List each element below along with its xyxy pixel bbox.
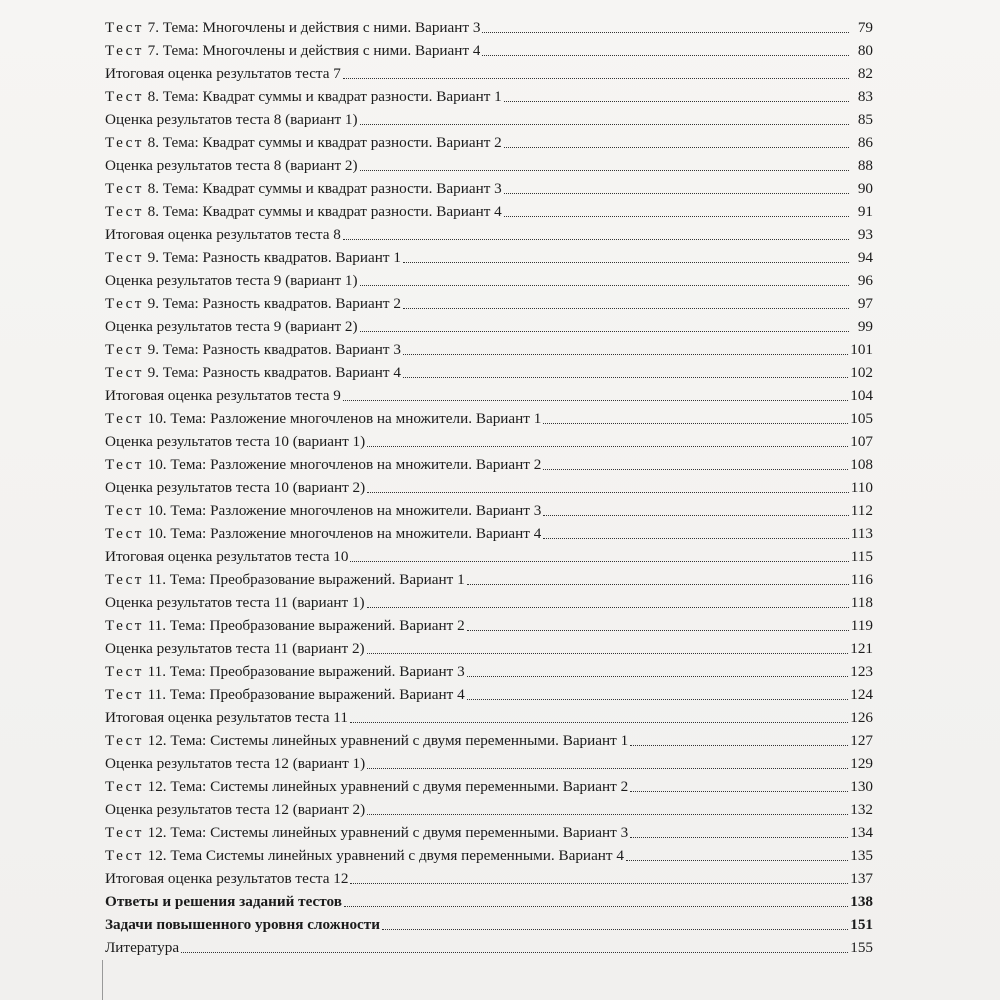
toc-entry-prefix: Тест [105,456,144,473]
toc-entry [105,727,873,750]
toc-entry-page-number: 104 [850,387,873,404]
toc-entry-page-number: 79 [857,19,873,36]
toc-entry-prefix: Тест [105,19,144,36]
toc-entry-text: Оценка результатов теста 12 (вариант 1) [105,755,366,772]
toc-entry-prefix: Тест [105,778,144,795]
toc-entry-text: 8. Тема: Квадрат суммы и квадрат разности. Вариант 3 [143,180,502,197]
dot-leader [344,906,848,907]
toc-entry-text: 7. Тема: Многочлены и действия с ними. Вариант 3 [143,19,481,36]
dot-leader [360,331,849,332]
toc-entry-page-number: 155 [850,939,873,956]
toc-entry-title [105,65,341,83]
toc-entry-title [105,801,365,819]
dot-leader [367,492,849,493]
toc-entry-text: Оценка результатов теста 10 (вариант 2) [105,479,366,496]
toc-entry [105,382,873,405]
toc-entry-text: Оценка результатов теста 9 (вариант 2) [105,318,358,335]
toc-entry [105,865,873,888]
toc-entry-prefix: Тест [105,364,144,381]
toc-entry [105,911,873,934]
toc-entry-page-number: 127 [850,732,873,749]
dot-leader [630,745,848,746]
toc-entry-page-number: 119 [850,617,873,634]
toc-entry-page-number: 88 [857,157,873,174]
toc-entry-title [105,249,401,267]
toc-entry-text: 12. Тема: Системы линейных уравнений с двумя переменными. Вариант 1 [143,732,629,749]
dot-leader [403,308,849,309]
toc-entry-text: 11. Тема: Преобразование выражений. Вариант 2 [143,617,465,634]
toc-entry-text: Задачи повышенного уровня сложности [105,916,380,933]
toc-entry-text: Оценка результатов теста 12 (вариант 2) [105,801,366,818]
toc-entry [105,635,873,658]
toc-entry-prefix: Тест [105,88,144,105]
toc-entry-text: 7. Тема: Многочлены и действия с ними. Вариант 4 [143,42,481,59]
dot-leader [343,239,849,240]
toc-entry-title [105,916,380,934]
toc-entry [105,14,873,37]
toc-entry-page-number: 110 [850,479,873,496]
toc-entry-page-number: 123 [850,663,873,680]
toc-entry [105,773,873,796]
toc-entry-text: 10. Тема: Разложение многочленов на множители. Вариант 2 [143,456,542,473]
toc-entry-prefix: Тест [105,295,144,312]
toc-entry-text: Итоговая оценка результатов теста 7 [105,65,341,82]
toc-entry-prefix: Тест [105,732,144,749]
dot-leader [403,262,849,263]
toc-entry-title [105,893,342,911]
toc-entry-title [105,548,348,566]
toc-entry-title [105,778,628,796]
toc-entry-page-number: 85 [857,111,873,128]
dot-leader [543,515,848,516]
toc-entry-text: 12. Тема: Системы линейных уравнений с двумя переменными. Вариант 2 [143,778,629,795]
toc-entry [105,543,873,566]
toc-entry-title [105,157,358,175]
toc-entry-title [105,180,502,198]
toc-entry-title [105,203,502,221]
toc-entry-text: Итоговая оценка результатов теста 11 [105,709,348,726]
toc-entry-page-number: 96 [857,272,873,289]
toc-entry-text: Оценка результатов теста 11 (вариант 1) [105,594,365,611]
dot-leader [403,354,848,355]
toc-entry-title [105,847,624,865]
dot-leader [343,78,849,79]
toc-entry [105,175,873,198]
toc-entry-page-number: 112 [850,502,873,519]
toc-entry-page-number: 86 [857,134,873,151]
toc-entry-page-number: 124 [850,686,873,703]
toc-entry [105,589,873,612]
toc-entry-title [105,410,541,428]
dot-leader [630,837,848,838]
toc-entry [105,612,873,635]
dot-leader [367,768,848,769]
toc-entry-page-number: 129 [850,755,873,772]
toc-entry [105,681,873,704]
toc-entry-page-number: 121 [850,640,873,657]
toc-entry-text: Литература [105,939,180,956]
dot-leader [626,860,848,861]
table-of-contents [105,14,873,957]
toc-entry-prefix: Тест [105,847,144,864]
dot-leader [360,170,849,171]
toc-entry-text: Оценка результатов теста 9 (вариант 1) [105,272,358,289]
toc-entry-title [105,456,541,474]
toc-entry-text: 10. Тема: Разложение многочленов на множители. Вариант 4 [143,525,542,542]
dot-leader [467,630,849,631]
toc-entry-prefix: Тест [105,410,144,427]
dot-leader [350,561,848,562]
toc-entry-prefix: Тест [105,42,144,59]
toc-entry-title [105,19,480,37]
toc-entry-text: Оценка результатов теста 11 (вариант 2) [105,640,365,657]
toc-entry-title [105,502,541,520]
toc-entry-title [105,525,541,543]
toc-entry [105,313,873,336]
toc-entry-title [105,318,358,336]
toc-entry-prefix: Тест [105,180,144,197]
dot-leader [467,584,849,585]
toc-entry-title [105,824,628,842]
toc-entry-text: Оценка результатов теста 8 (вариант 1) [105,111,358,128]
toc-entry-title [105,134,502,152]
toc-entry-text: 8. Тема: Квадрат суммы и квадрат разности. Вариант 4 [143,203,502,220]
dot-leader [630,791,848,792]
toc-entry-title [105,295,401,313]
toc-entry-page-number: 94 [857,249,873,266]
toc-entry [105,106,873,129]
dot-leader [350,883,848,884]
toc-entry-text: 11. Тема: Преобразование выражений. Вариант 1 [143,571,465,588]
toc-entry-page-number: 118 [850,594,873,611]
toc-entry-text: 11. Тема: Преобразование выражений. Вариант 4 [143,686,465,703]
dot-leader [467,699,849,700]
toc-entry-title [105,88,502,106]
toc-entry [105,566,873,589]
toc-entry-prefix: Тест [105,686,144,703]
toc-entry [105,428,873,451]
toc-entry-title [105,755,365,773]
dot-leader [504,193,849,194]
dot-leader [482,32,849,33]
dot-leader [367,446,848,447]
toc-entry-title [105,732,628,750]
toc-entry-page-number: 138 [850,893,873,910]
toc-entry-page-number: 130 [850,778,873,795]
toc-entry-prefix: Тест [105,249,144,266]
toc-entry [105,750,873,773]
toc-entry-prefix: Тест [105,341,144,358]
toc-entry-text: 9. Тема: Разность квадратов. Вариант 2 [143,295,401,312]
toc-entry-page-number: 99 [857,318,873,335]
toc-entry [105,451,873,474]
toc-entry-page-number: 115 [850,548,873,565]
toc-entry [105,474,873,497]
dot-leader [181,952,848,953]
toc-entry [105,819,873,842]
toc-entry-page-number: 126 [850,709,873,726]
toc-entry-text: 9. Тема: Разность квадратов. Вариант 4 [143,364,401,381]
toc-entry-page-number: 137 [850,870,873,887]
toc-entry-page-number: 134 [850,824,873,841]
dot-leader [343,400,848,401]
toc-entry [105,520,873,543]
toc-entry-title [105,939,179,957]
toc-entry [105,934,873,957]
toc-entry-page-number: 97 [857,295,873,312]
toc-entry-text: 10. Тема: Разложение многочленов на множители. Вариант 3 [143,502,542,519]
toc-entry-text: 8. Тема: Квадрат суммы и квадрат разности. Вариант 2 [143,134,502,151]
toc-entry [105,129,873,152]
dot-leader [367,607,849,608]
toc-entry [105,60,873,83]
toc-entry-prefix: Тест [105,502,144,519]
dot-leader [504,216,849,217]
toc-entry [105,37,873,60]
toc-entry-page-number: 105 [850,410,873,427]
toc-entry-title [105,594,365,612]
toc-entry-title [105,433,365,451]
toc-entry-title [105,387,341,405]
toc-entry-text: 9. Тема: Разность квадратов. Вариант 1 [143,249,401,266]
toc-entry-text: Ответы и решения заданий тестов [105,893,342,910]
toc-entry-title [105,617,465,635]
toc-entry-title [105,709,348,727]
toc-entry [105,198,873,221]
dot-leader [543,469,848,470]
toc-entry-text: Оценка результатов теста 10 (вариант 1) [105,433,366,450]
toc-entry [105,796,873,819]
toc-entry [105,267,873,290]
toc-entry-prefix: Тест [105,663,144,680]
toc-entry-page-number: 83 [857,88,873,105]
toc-entry-page-number: 107 [850,433,873,450]
toc-entry-text: Итоговая оценка результатов теста 8 [105,226,341,243]
dot-leader [504,101,849,102]
toc-entry-page-number: 108 [850,456,873,473]
dot-leader [403,377,848,378]
toc-entry-text: 11. Тема: Преобразование выражений. Вариант 3 [143,663,465,680]
toc-entry-title [105,272,358,290]
toc-entry-text: Оценка результатов теста 8 (вариант 2) [105,157,358,174]
toc-entry-page-number: 132 [850,801,873,818]
toc-entry-title [105,479,365,497]
toc-entry-text: 12. Тема Системы линейных уравнений с двумя переменными. Вариант 4 [143,847,624,864]
toc-entry-page-number: 101 [850,341,873,358]
toc-entry-text: 10. Тема: Разложение многочленов на множители. Вариант 1 [143,410,542,427]
toc-entry-page-number: 91 [857,203,873,220]
toc-entry-prefix: Тест [105,571,144,588]
dot-leader [382,929,848,930]
toc-entry-title [105,341,401,359]
toc-entry-page-number: 135 [850,847,873,864]
toc-entry-title [105,663,465,681]
toc-entry [105,336,873,359]
toc-entry-text: 8. Тема: Квадрат суммы и квадрат разности. Вариант 1 [143,88,502,105]
toc-entry-prefix: Тест [105,824,144,841]
dot-leader [543,538,848,539]
toc-entry-prefix: Тест [105,134,144,151]
toc-entry [105,290,873,313]
dot-leader [504,147,849,148]
dot-leader [367,814,848,815]
toc-entry [105,359,873,382]
toc-entry [105,842,873,865]
dot-leader [367,653,849,654]
toc-entry-title [105,364,401,382]
toc-entry-page-number: 102 [850,364,873,381]
toc-entry-title [105,42,480,60]
toc-entry-text: 12. Тема: Системы линейных уравнений с двумя переменными. Вариант 3 [143,824,629,841]
toc-entry [105,658,873,681]
toc-entry-text: Итоговая оценка результатов теста 9 [105,387,341,404]
toc-entry-text: Итоговая оценка результатов теста 10 [105,548,349,565]
toc-entry-text: 9. Тема: Разность квадратов. Вариант 3 [143,341,401,358]
toc-entry-title [105,226,341,244]
toc-entry [105,497,873,520]
margin-line [102,960,103,1000]
toc-entry-prefix: Тест [105,525,144,542]
toc-entry [105,221,873,244]
toc-entry-page-number: 82 [857,65,873,82]
dot-leader [482,55,849,56]
toc-entry-page-number: 151 [850,916,873,933]
dot-leader [350,722,848,723]
toc-entry [105,888,873,911]
toc-entry-title [105,111,358,129]
toc-entry-title [105,571,465,589]
toc-entry [105,704,873,727]
toc-entry [105,405,873,428]
toc-entry-title [105,870,348,888]
toc-entry-title [105,686,465,704]
toc-entry-text: Итоговая оценка результатов теста 12 [105,870,349,887]
dot-leader [467,676,849,677]
toc-entry-prefix: Тест [105,203,144,220]
dot-leader [543,423,848,424]
toc-entry-page-number: 80 [857,42,873,59]
toc-entry-page-number: 116 [850,571,873,588]
toc-entry [105,244,873,267]
toc-entry-page-number: 90 [857,180,873,197]
toc-entry [105,83,873,106]
toc-entry-title [105,640,365,658]
toc-entry [105,152,873,175]
toc-entry-page-number: 113 [850,525,873,542]
dot-leader [360,285,849,286]
toc-entry-prefix: Тест [105,617,144,634]
toc-entry-page-number: 93 [857,226,873,243]
dot-leader [360,124,849,125]
